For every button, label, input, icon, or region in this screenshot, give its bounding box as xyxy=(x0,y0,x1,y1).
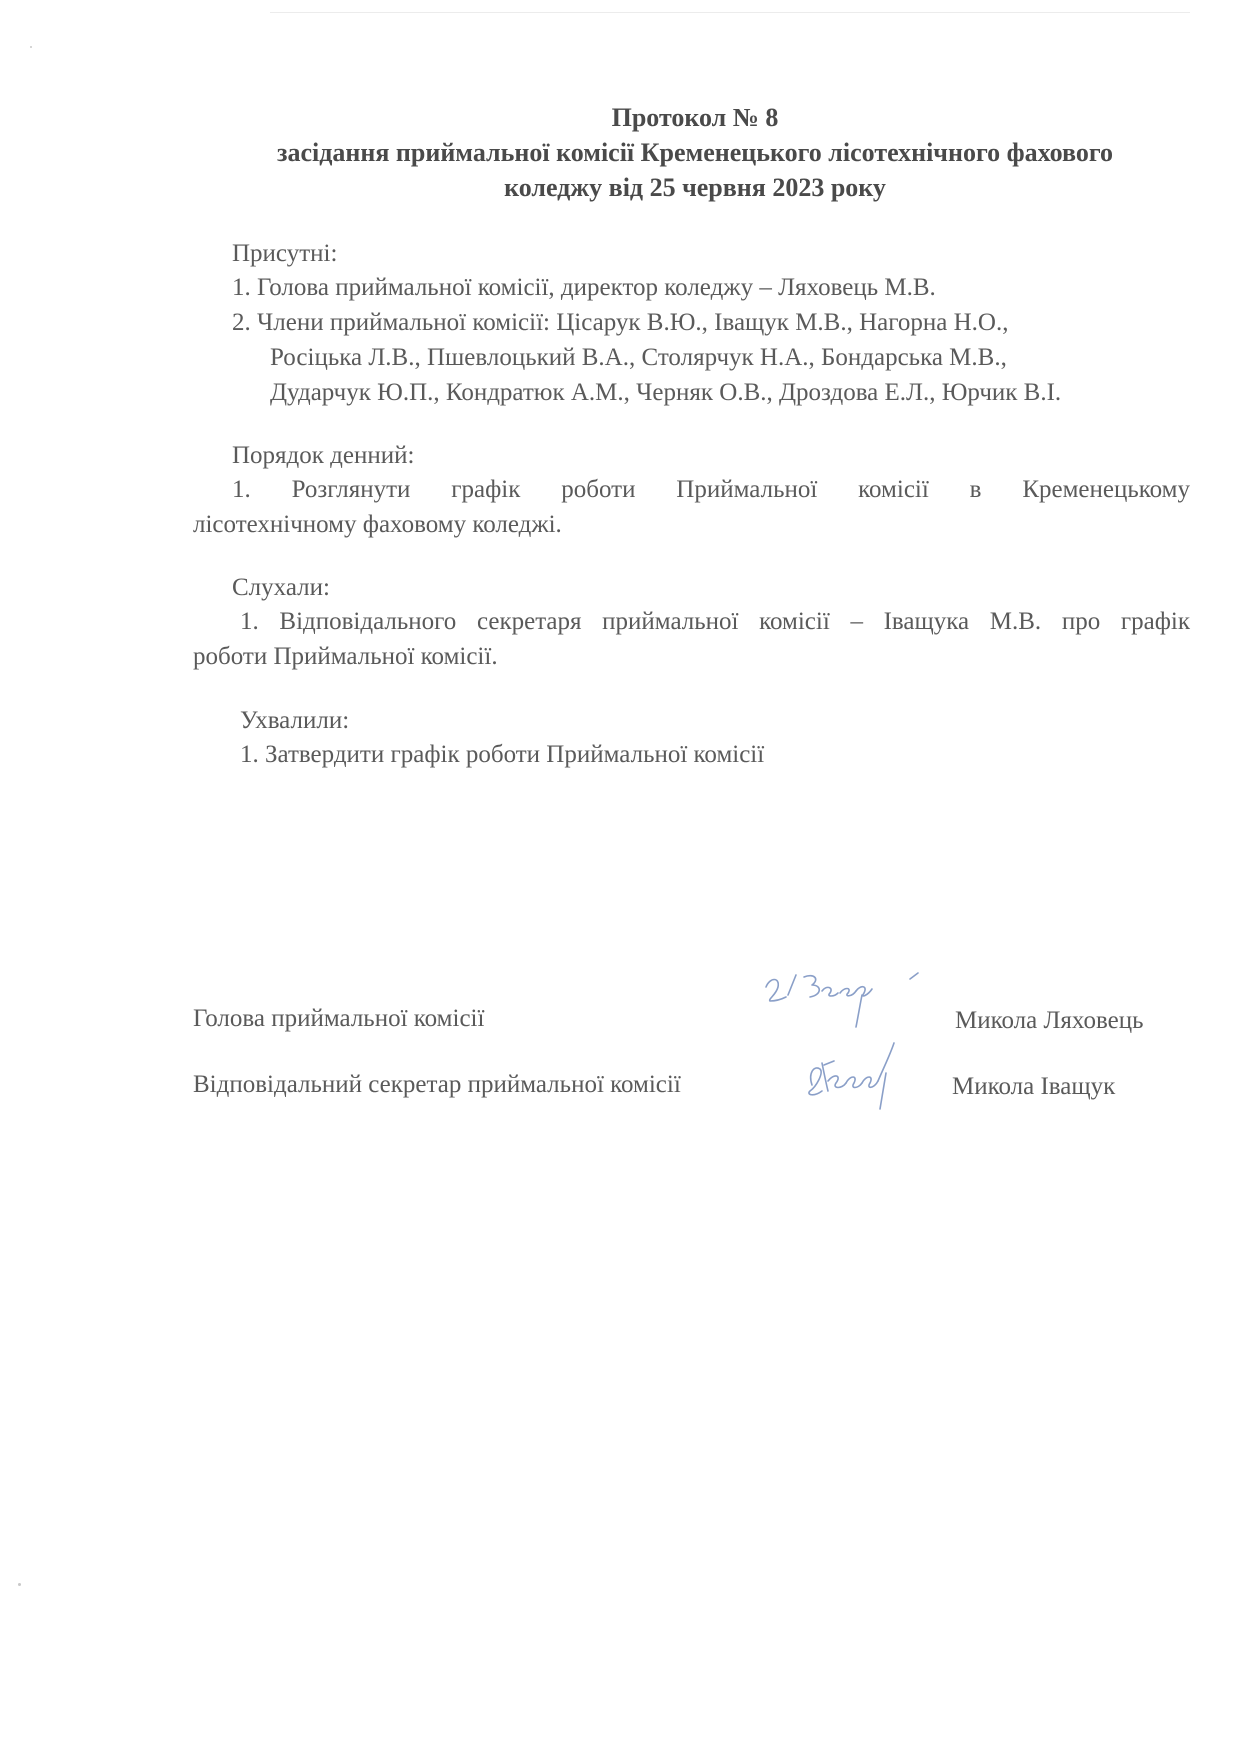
heard-item-1-line-2: роботи Приймальної комісії. xyxy=(193,643,498,670)
scan-speck xyxy=(18,1583,21,1586)
document-title xyxy=(195,100,1195,205)
heard-heading: Слухали: xyxy=(232,574,330,601)
title-line-1: Протокол № 8 xyxy=(611,103,779,132)
resolved-heading: Ухвалили: xyxy=(240,707,350,734)
agenda-item-1-line-1: 1. Розглянути графік роботи Приймальної комісії в Кременецькому xyxy=(232,476,1190,503)
title-line-2: засідання приймальної комісії Кременецького лісотехнічного фахового xyxy=(277,138,1113,167)
present-item-1: 1. Голова приймальної комісії, директор коледжу – Ляховець М.В. xyxy=(232,274,936,301)
secretary-role: Відповідальний секретар приймальної комісії xyxy=(193,1071,681,1098)
agenda-item-1-line-2: лісотехнічному фаховому коледжі. xyxy=(193,511,562,538)
scan-edge-line xyxy=(270,12,1190,13)
title-line-3: коледжу від 25 червня 2023 року xyxy=(504,173,886,202)
secretary-name: Микола Іващук xyxy=(952,1073,1116,1100)
resolved-item-1: 1. Затвердити графік роботи Приймальної комісії xyxy=(240,741,765,768)
present-heading: Присутні: xyxy=(232,240,338,267)
heard-item-1 xyxy=(240,604,1190,639)
agenda-heading: Порядок денний: xyxy=(232,442,415,469)
scan-speck xyxy=(30,46,32,48)
chair-role: Голова приймальної комісії xyxy=(193,1005,485,1032)
present-item-2-line-1: 2. Члени приймальної комісії: Цісарук В.Ю., Іващук М.В., Нагорна Н.О., xyxy=(232,309,1009,336)
present-item-2-line-3: Дударчук Ю.П., Кондратюк А.М., Черняк О.В., Дроздова Е.Л., Юрчик В.І. xyxy=(270,379,1062,406)
present-item-2-line-2: Росіцька Л.В., Пшевлоцький В.А., Столярчук Н.А., Бондарська М.В., xyxy=(270,344,1007,371)
heard-item-1-line-1: 1. Відповідального секретаря приймальної комісії – Іващука М.В. про графік xyxy=(240,608,1190,635)
secretary-signature xyxy=(800,1025,930,1115)
chair-name: Микола Ляховець xyxy=(955,1007,1144,1034)
agenda-item-1 xyxy=(232,472,1190,507)
